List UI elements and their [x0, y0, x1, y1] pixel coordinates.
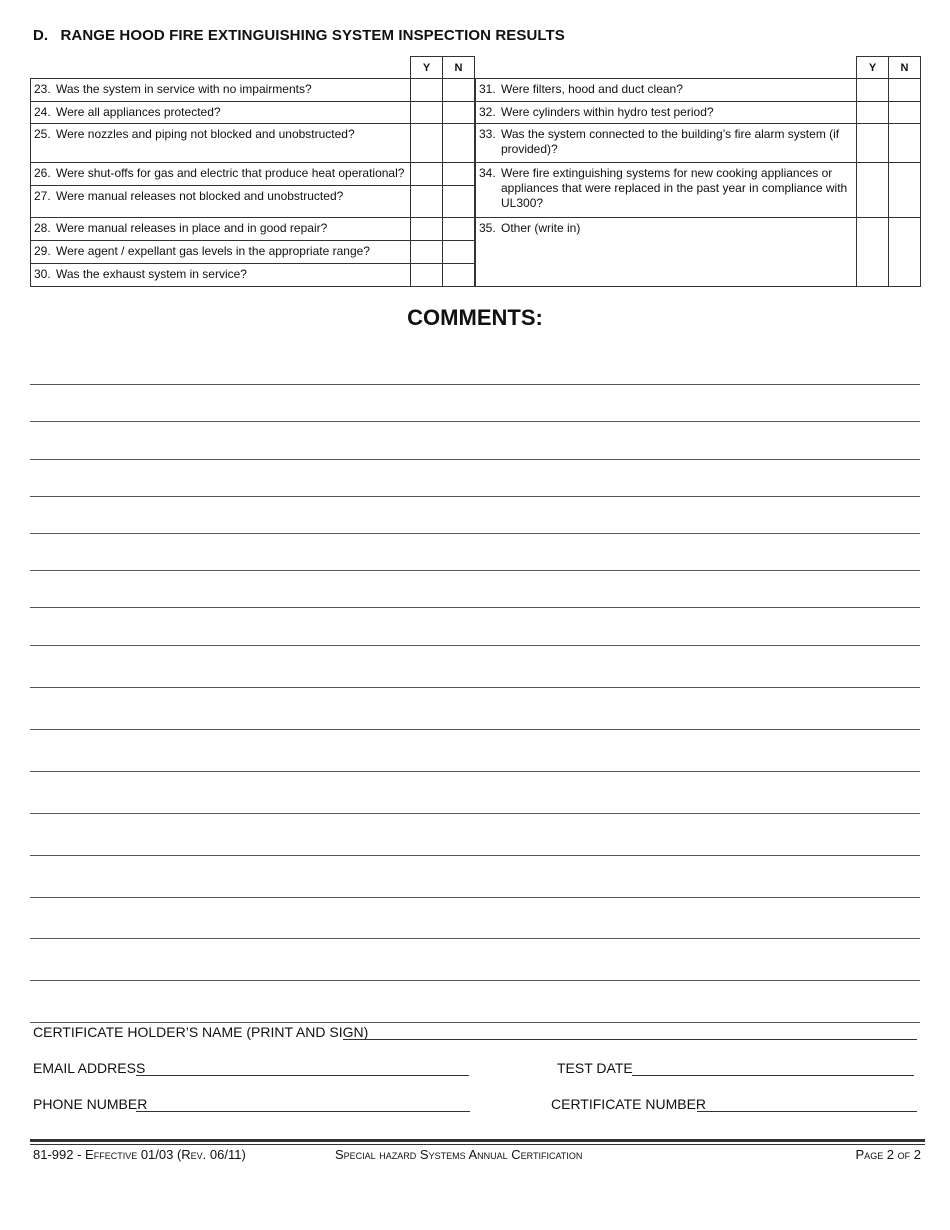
section-title-text: RANGE HOOD FIRE EXTINGUISHING SYSTEM INSPECTION RESULTS	[60, 27, 565, 44]
no-checkbox[interactable]	[889, 102, 921, 124]
question-row	[476, 102, 921, 124]
yes-checkbox[interactable]	[411, 264, 443, 287]
question-text: Were manual releases not blocked and unobstructed?	[56, 189, 344, 203]
question-row	[31, 102, 475, 124]
question-number: 31.	[479, 82, 496, 96]
question-text: Were filters, hood and duct clean?	[501, 82, 683, 96]
yes-checkbox[interactable]	[411, 102, 443, 124]
yes-checkbox[interactable]	[411, 218, 443, 241]
no-checkbox[interactable]	[443, 264, 475, 287]
section-letter: D.	[33, 27, 49, 44]
yes-checkbox[interactable]	[857, 163, 889, 218]
yes-column-header: Y	[857, 57, 889, 79]
question-number: 23.	[34, 82, 51, 96]
comments-title: COMMENTS:	[407, 305, 543, 330]
question-row	[31, 264, 475, 287]
yes-checkbox[interactable]	[411, 163, 443, 186]
holder-name-field[interactable]	[343, 1039, 917, 1040]
comment-line[interactable]	[30, 607, 920, 608]
no-column-header: N	[889, 57, 921, 79]
yes-checkbox[interactable]	[411, 124, 443, 163]
question-row	[31, 186, 475, 218]
question-number: 32.	[479, 105, 496, 119]
question-text: Other (write in)	[501, 221, 581, 235]
comment-line[interactable]	[30, 771, 920, 772]
question-row	[476, 163, 921, 218]
inspection-table-left	[30, 56, 475, 287]
question-number: 28.	[34, 221, 51, 235]
test-date-label: TEST DATE	[557, 1060, 633, 1076]
comment-line[interactable]	[30, 687, 920, 688]
email-label: EMAIL ADDRESS	[33, 1060, 146, 1076]
comment-line[interactable]	[30, 729, 920, 730]
question-text: Was the system in service with no impairments?	[56, 82, 312, 96]
no-checkbox[interactable]	[443, 186, 475, 218]
question-text: Were fire extinguishing systems for new cooking appliances or appliances that were replaced in the past year in compliance with UL300?	[501, 166, 848, 210]
footer-rule	[30, 1139, 925, 1142]
certificate-number-field[interactable]	[697, 1111, 917, 1112]
certificate-number-label: CERTIFICATE NUMBER	[551, 1096, 707, 1112]
no-checkbox[interactable]	[443, 102, 475, 124]
question-row	[31, 124, 475, 163]
yes-checkbox[interactable]	[411, 241, 443, 264]
no-checkbox[interactable]	[443, 124, 475, 163]
comment-line[interactable]	[30, 645, 920, 646]
question-number: 35.	[479, 221, 496, 235]
no-column-header: N	[443, 57, 475, 79]
question-number: 29.	[34, 244, 51, 258]
test-date-field[interactable]	[632, 1075, 914, 1076]
form-id: 81-992 - Effective 01/03 (Rev. 06/11)	[33, 1147, 246, 1162]
yes-column-header: Y	[411, 57, 443, 79]
question-number: 26.	[34, 166, 51, 180]
question-row	[476, 124, 921, 163]
question-text: Was the exhaust system in service?	[56, 267, 247, 281]
question-text: Were shut-offs for gas and electric that produce heat operational?	[56, 166, 405, 180]
comment-line[interactable]	[30, 1022, 920, 1023]
comment-line[interactable]	[30, 459, 920, 460]
holder-name-label: CERTIFICATE HOLDER’S NAME (PRINT AND SIGN)	[33, 1024, 369, 1040]
inspection-table-right	[475, 56, 921, 287]
phone-field[interactable]	[136, 1111, 470, 1112]
question-number: 25.	[34, 127, 51, 141]
comment-line[interactable]	[30, 897, 920, 898]
question-row	[31, 218, 475, 241]
question-number: 34.	[479, 166, 496, 180]
comment-line[interactable]	[30, 421, 920, 422]
question-number: 33.	[479, 127, 496, 141]
section-title	[33, 27, 565, 44]
question-text: Were manual releases in place and in good repair?	[56, 221, 328, 235]
no-checkbox[interactable]	[443, 218, 475, 241]
question-row	[476, 79, 921, 102]
question-text: Were agent / expellant gas levels in the appropriate range?	[56, 244, 370, 258]
form-title: Special hazard Systems Annual Certification	[335, 1147, 583, 1162]
question-text: Were all appliances protected?	[56, 105, 221, 119]
no-checkbox[interactable]	[889, 124, 921, 163]
comment-line[interactable]	[30, 384, 920, 385]
question-row	[31, 241, 475, 264]
comment-line[interactable]	[30, 938, 920, 939]
comment-line[interactable]	[30, 570, 920, 571]
yes-checkbox[interactable]	[857, 79, 889, 102]
no-checkbox[interactable]	[889, 163, 921, 218]
question-row	[476, 218, 921, 287]
phone-label: PHONE NUMBER	[33, 1096, 148, 1112]
page-number: Page 2 of 2	[855, 1147, 921, 1162]
yes-checkbox[interactable]	[857, 124, 889, 163]
yes-checkbox[interactable]	[857, 102, 889, 124]
question-row	[31, 163, 475, 186]
yes-checkbox[interactable]	[411, 79, 443, 102]
no-checkbox[interactable]	[443, 79, 475, 102]
question-number: 30.	[34, 267, 51, 281]
email-field[interactable]	[136, 1075, 469, 1076]
comment-line[interactable]	[30, 855, 920, 856]
no-checkbox[interactable]	[443, 163, 475, 186]
question-text: Were cylinders within hydro test period?	[501, 105, 714, 119]
question-text: Were nozzles and piping not blocked and unobstructed?	[56, 127, 355, 141]
comment-line[interactable]	[30, 980, 920, 981]
no-checkbox[interactable]	[889, 79, 921, 102]
question-text: Was the system connected to the building’s fire alarm system (if provided)?	[501, 127, 840, 156]
no-checkbox[interactable]	[889, 218, 921, 287]
comment-line[interactable]	[30, 813, 920, 814]
yes-checkbox[interactable]	[857, 218, 889, 287]
comment-line[interactable]	[30, 533, 920, 534]
question-row	[31, 79, 475, 102]
question-number: 24.	[34, 105, 51, 119]
yes-checkbox[interactable]	[411, 186, 443, 218]
footer-rule	[30, 1144, 925, 1145]
comment-line[interactable]	[30, 496, 920, 497]
question-number: 27.	[34, 189, 51, 203]
no-checkbox[interactable]	[443, 241, 475, 264]
